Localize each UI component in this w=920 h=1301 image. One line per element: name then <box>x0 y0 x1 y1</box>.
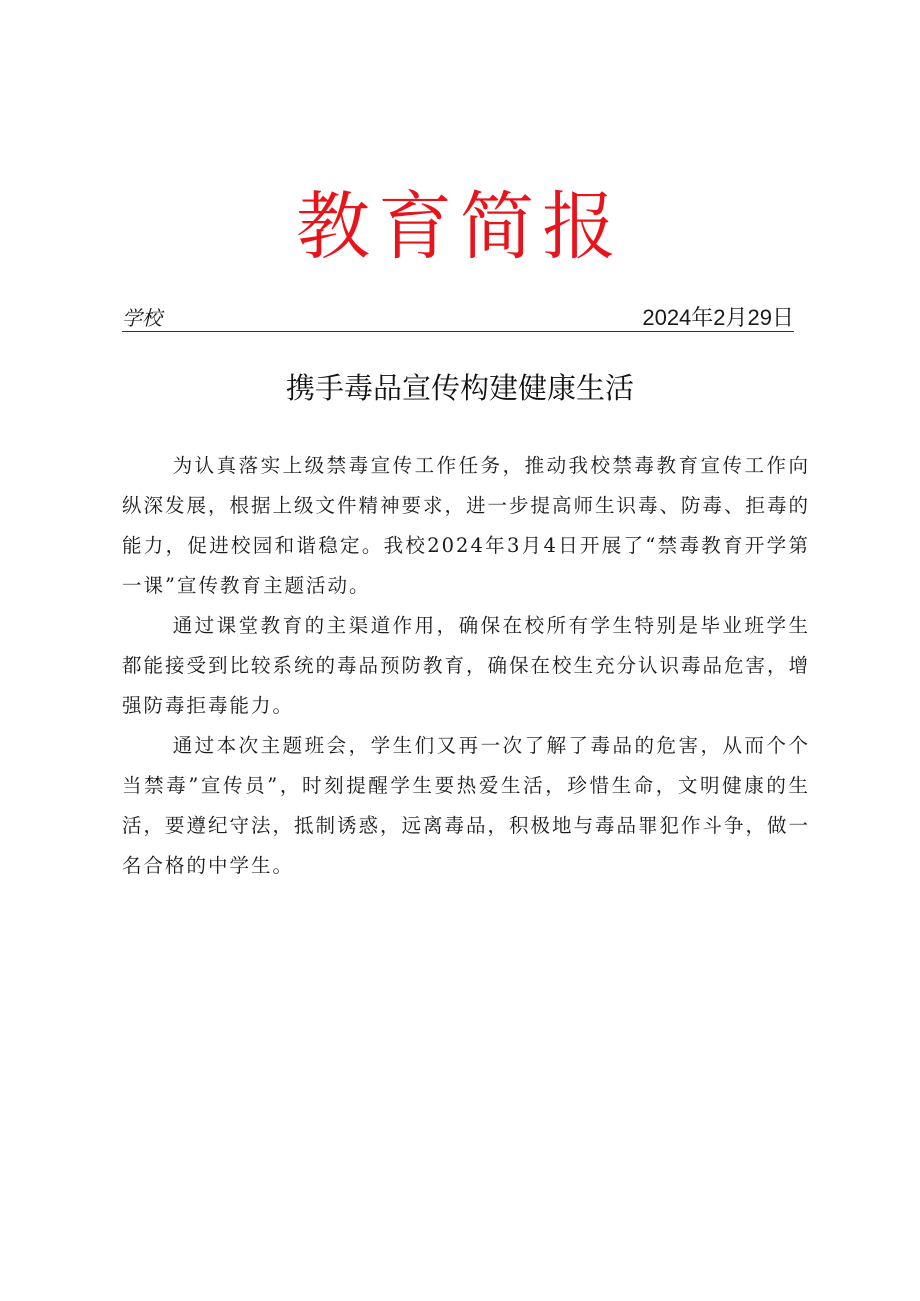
publish-date: 2024年2月29日 <box>642 305 794 330</box>
masthead-title: 教育简报 <box>296 184 624 270</box>
paragraph-2: 通过课堂教育的主渠道作用，确保在校所有学生特别是毕业班学生都能接受到比较系统的毒品预防教育，确保在校生充分认识毒品危害，增强防毒拒毒能力。 <box>122 614 811 717</box>
paragraph-3: 通过本次主题班会，学生们又再一次了解了毒品的危害，从而个个当禁毒”宣传员”，时刻提醒学生要热爱生活，珍惜生命，文明健康的生活，要遵纪守法，抵制诱惑，远离毒品，积极地与毒品罪犯作斗争，做一名合格的中学生。 <box>122 734 811 877</box>
paragraph-1: 为认真落实上级禁毒宣传工作任务，推动我校禁毒教育宣传工作向纵深发展，根据上级文件精神要求，进一步提高师生识毒、防毒、拒毒的能力，促进校园和谐稳定。我校2024年3月4日开展了“禁毒教育开学第一课”宣传教育主题活动。 <box>122 454 811 597</box>
article-body <box>122 446 810 886</box>
article-title: 携手毒品宣传构建健康生活 <box>285 371 634 405</box>
school-label: 学校 <box>122 306 162 330</box>
header-info-line <box>122 305 794 332</box>
